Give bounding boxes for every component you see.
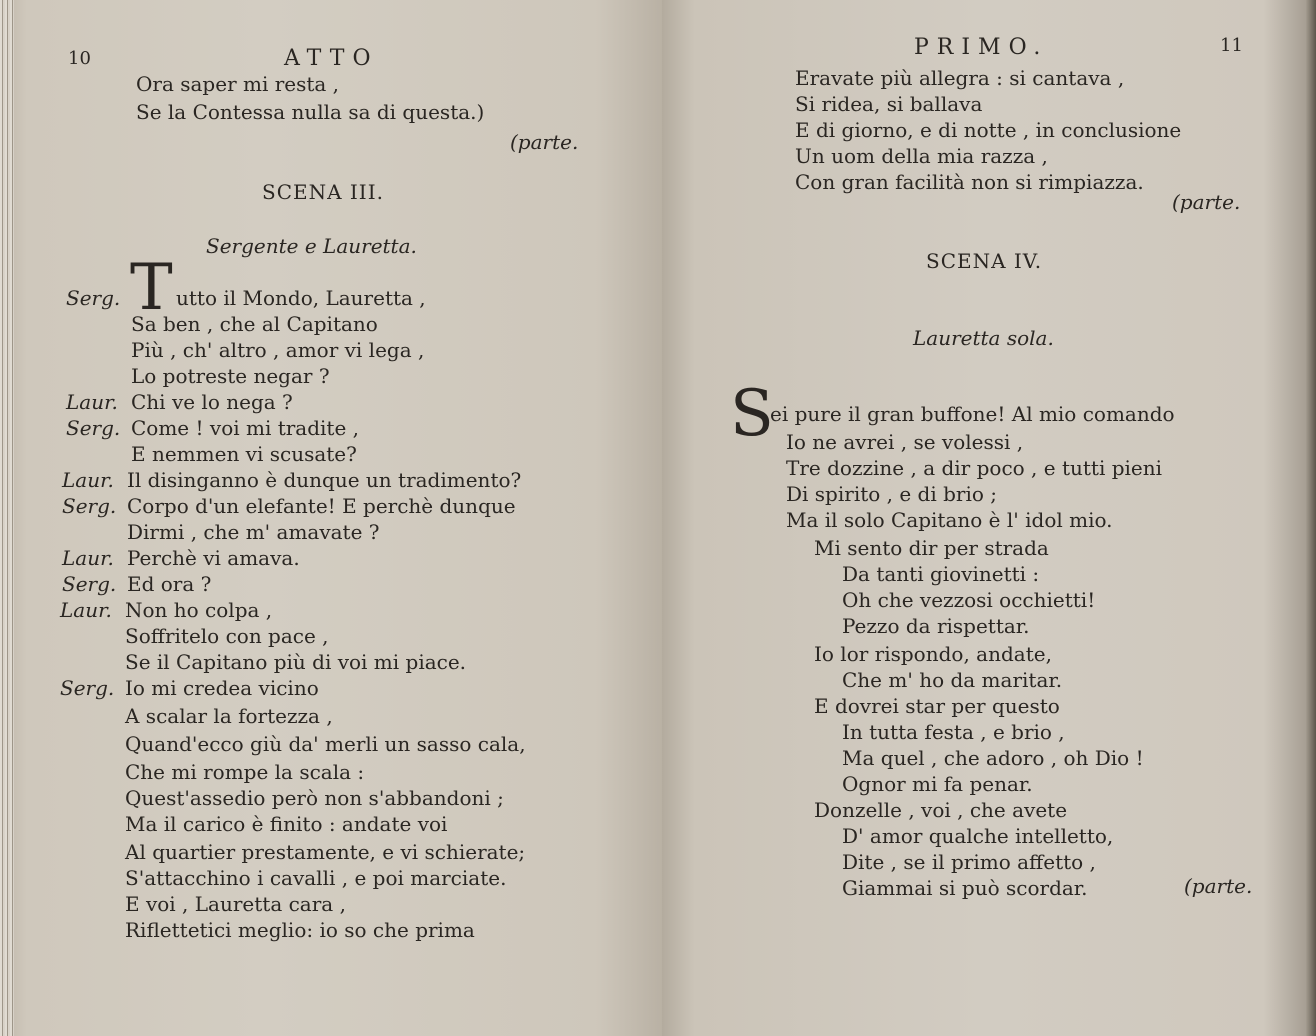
page-number: 11	[1220, 35, 1243, 56]
verse-line: Se la Contessa nulla sa di questa.)	[136, 100, 485, 124]
right-page	[662, 0, 1316, 1036]
verse-line: Al quartier prestamente, e vi schierate;	[125, 840, 526, 864]
verse-line: Se il Capitano più di voi mi piace.	[125, 650, 467, 674]
scene-title: SCENA III.	[262, 180, 384, 204]
aria-line: D' amor qualche intelletto,	[842, 824, 1114, 848]
scene-characters: Sergente e Lauretta.	[206, 234, 417, 258]
speaker-label: Serg.	[66, 286, 121, 310]
speaker-label: Laur.	[62, 468, 114, 492]
verse-line: Con gran facilità non si rimpiazza.	[795, 170, 1144, 194]
verse-line: E voi , Lauretta cara ,	[125, 892, 346, 916]
aria-line: In tutta festa , e brio ,	[842, 720, 1065, 744]
aria-line: Io lor rispondo, andate,	[814, 642, 1052, 666]
aria-line: Donzelle , voi , che avete	[814, 798, 1068, 822]
exit-cue: (parte.	[510, 130, 579, 154]
aria-line: Ma quel , che adoro , oh Dio !	[842, 746, 1144, 770]
verse-line: Ora saper mi resta ,	[136, 72, 340, 96]
verse-line: Quand'ecco giù da' merli un sasso cala,	[125, 732, 526, 756]
drop-cap: T	[130, 251, 173, 325]
verse-line: Riflettetici meglio: io so che prima	[125, 918, 475, 942]
aria-line: Che m' ho da maritar.	[842, 668, 1063, 692]
speaker-label: Serg.	[66, 416, 121, 440]
verse-line: A scalar la fortezza ,	[125, 704, 333, 728]
verse-line: Quest'assedio però non s'abbandoni ;	[125, 786, 504, 810]
verse-line: Che mi rompe la scala :	[125, 760, 365, 784]
speaker-label: Laur.	[66, 390, 118, 414]
aria-line: Giammai si può scordar.	[842, 876, 1088, 900]
aria-line: Oh che vezzosi occhietti!	[842, 588, 1096, 612]
verse-line: Ma il solo Capitano è l' idol mio.	[786, 508, 1113, 532]
verse-line: Io ne avrei , se volessi ,	[786, 430, 1024, 454]
verse-line: Come ! voi mi tradite ,	[131, 416, 360, 440]
verse-line: E nemmen vi scusate?	[131, 442, 357, 466]
verse-line: E di giorno, e di notte , in conclusione	[795, 118, 1182, 142]
exit-cue: (parte.	[1172, 190, 1241, 214]
verse-line: Non ho colpa ,	[125, 598, 273, 622]
verse-line: Dirmi , che m' amavate ?	[127, 520, 380, 544]
verse-line: Eravate più allegra : si cantava ,	[795, 66, 1125, 90]
aria-line: E dovrei star per questo	[814, 694, 1060, 718]
speaker-label: Serg.	[60, 676, 115, 700]
running-head: PRIMO.	[914, 35, 1049, 60]
verse-line: ei pure il gran buffone! Al mio comando	[770, 402, 1175, 426]
speaker-label: Laur.	[62, 546, 114, 570]
verse-line: S'attacchino i cavalli , e poi marciate.	[125, 866, 507, 890]
page-edge	[1306, 0, 1316, 1036]
verse-line: Corpo d'un elefante! E perchè dunque	[127, 494, 516, 518]
speaker-label: Serg.	[62, 572, 117, 596]
verse-line: Perchè vi amava.	[127, 546, 300, 570]
aria-line: Pezzo da rispettar.	[842, 614, 1030, 638]
speaker-label: Laur.	[60, 598, 112, 622]
scene-characters: Lauretta sola.	[913, 326, 1054, 350]
aria-line: Da tanti giovinetti :	[842, 562, 1040, 586]
verse-line: Ma il carico è finito : andate voi	[125, 812, 448, 836]
verse-line: utto il Mondo, Lauretta ,	[176, 286, 426, 310]
aria-line: Dite , se il primo affetto ,	[842, 850, 1096, 874]
aria-line: Ognor mi fa penar.	[842, 772, 1033, 796]
exit-cue: (parte.	[1184, 874, 1253, 898]
page-edge-stack	[0, 0, 14, 1036]
verse-line: Sa ben , che al Capitano	[131, 312, 378, 336]
verse-line: Lo potreste negar ?	[131, 364, 330, 388]
drop-cap: S	[730, 377, 774, 451]
verse-line: Più , ch' altro , amor vi lega ,	[131, 338, 425, 362]
verse-line: Chi ve lo nega ?	[131, 390, 293, 414]
speaker-label: Serg.	[62, 494, 117, 518]
page-number: 10	[68, 48, 91, 69]
verse-line: Si ridea, si ballava	[795, 92, 983, 116]
verse-line: Soffritelo con pace ,	[125, 624, 329, 648]
verse-line: Io mi credea vicino	[125, 676, 319, 700]
aria-line: Mi sento dir per strada	[814, 536, 1049, 560]
verse-line: Un uom della mia razza ,	[795, 144, 1048, 168]
verse-line: Tre dozzine , a dir poco , e tutti pieni	[786, 456, 1163, 480]
running-head: ATTO	[284, 46, 379, 71]
scene-title: SCENA IV.	[926, 249, 1043, 273]
verse-line: Il disinganno è dunque un tradimento?	[127, 468, 522, 492]
verse-line: Ed ora ?	[127, 572, 212, 596]
verse-line: Di spirito , e di brio ;	[786, 482, 998, 506]
